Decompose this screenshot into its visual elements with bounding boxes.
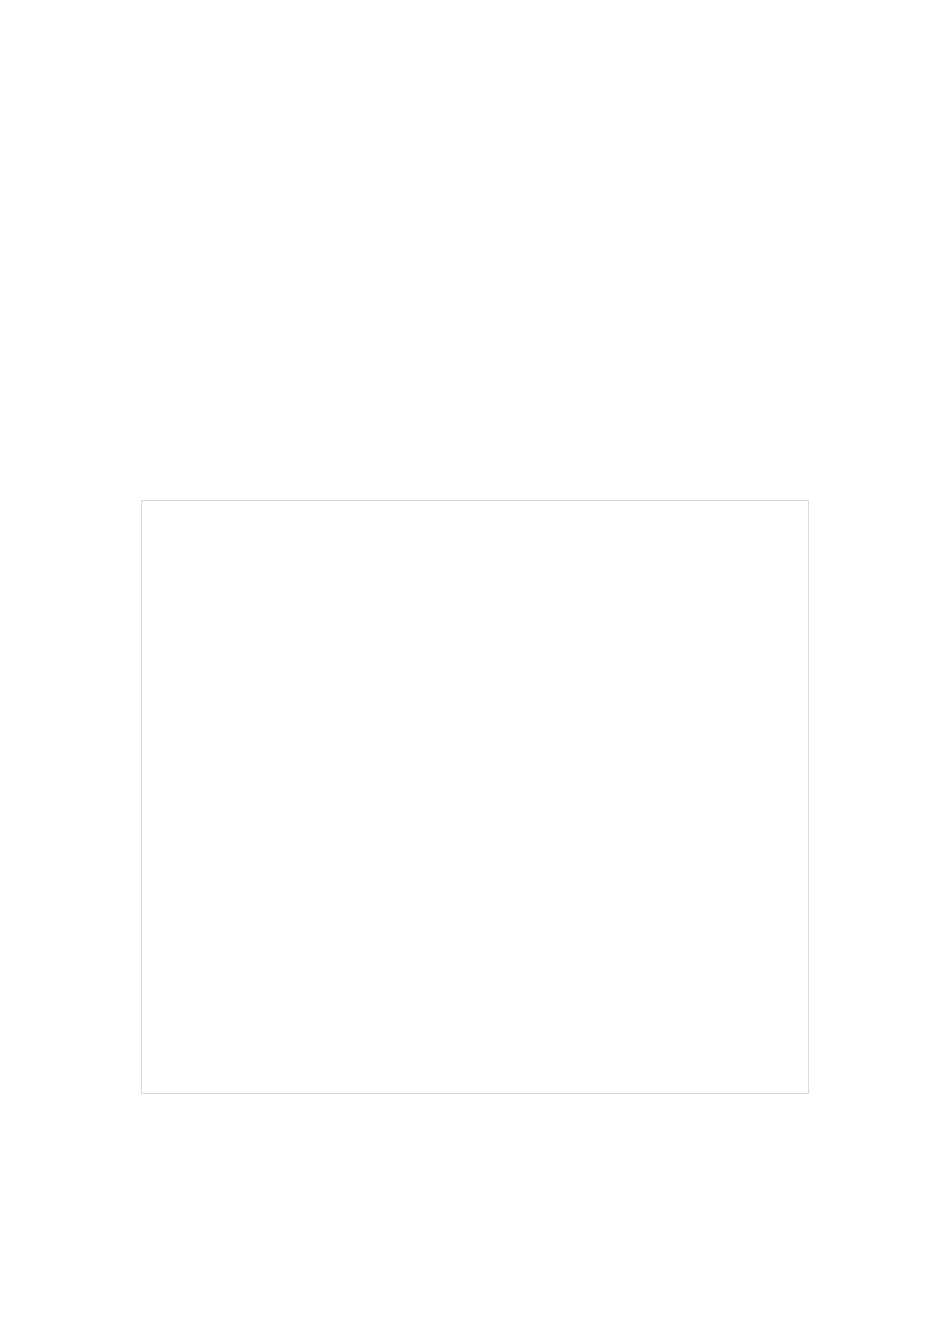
single-choice-box — [141, 500, 809, 1094]
